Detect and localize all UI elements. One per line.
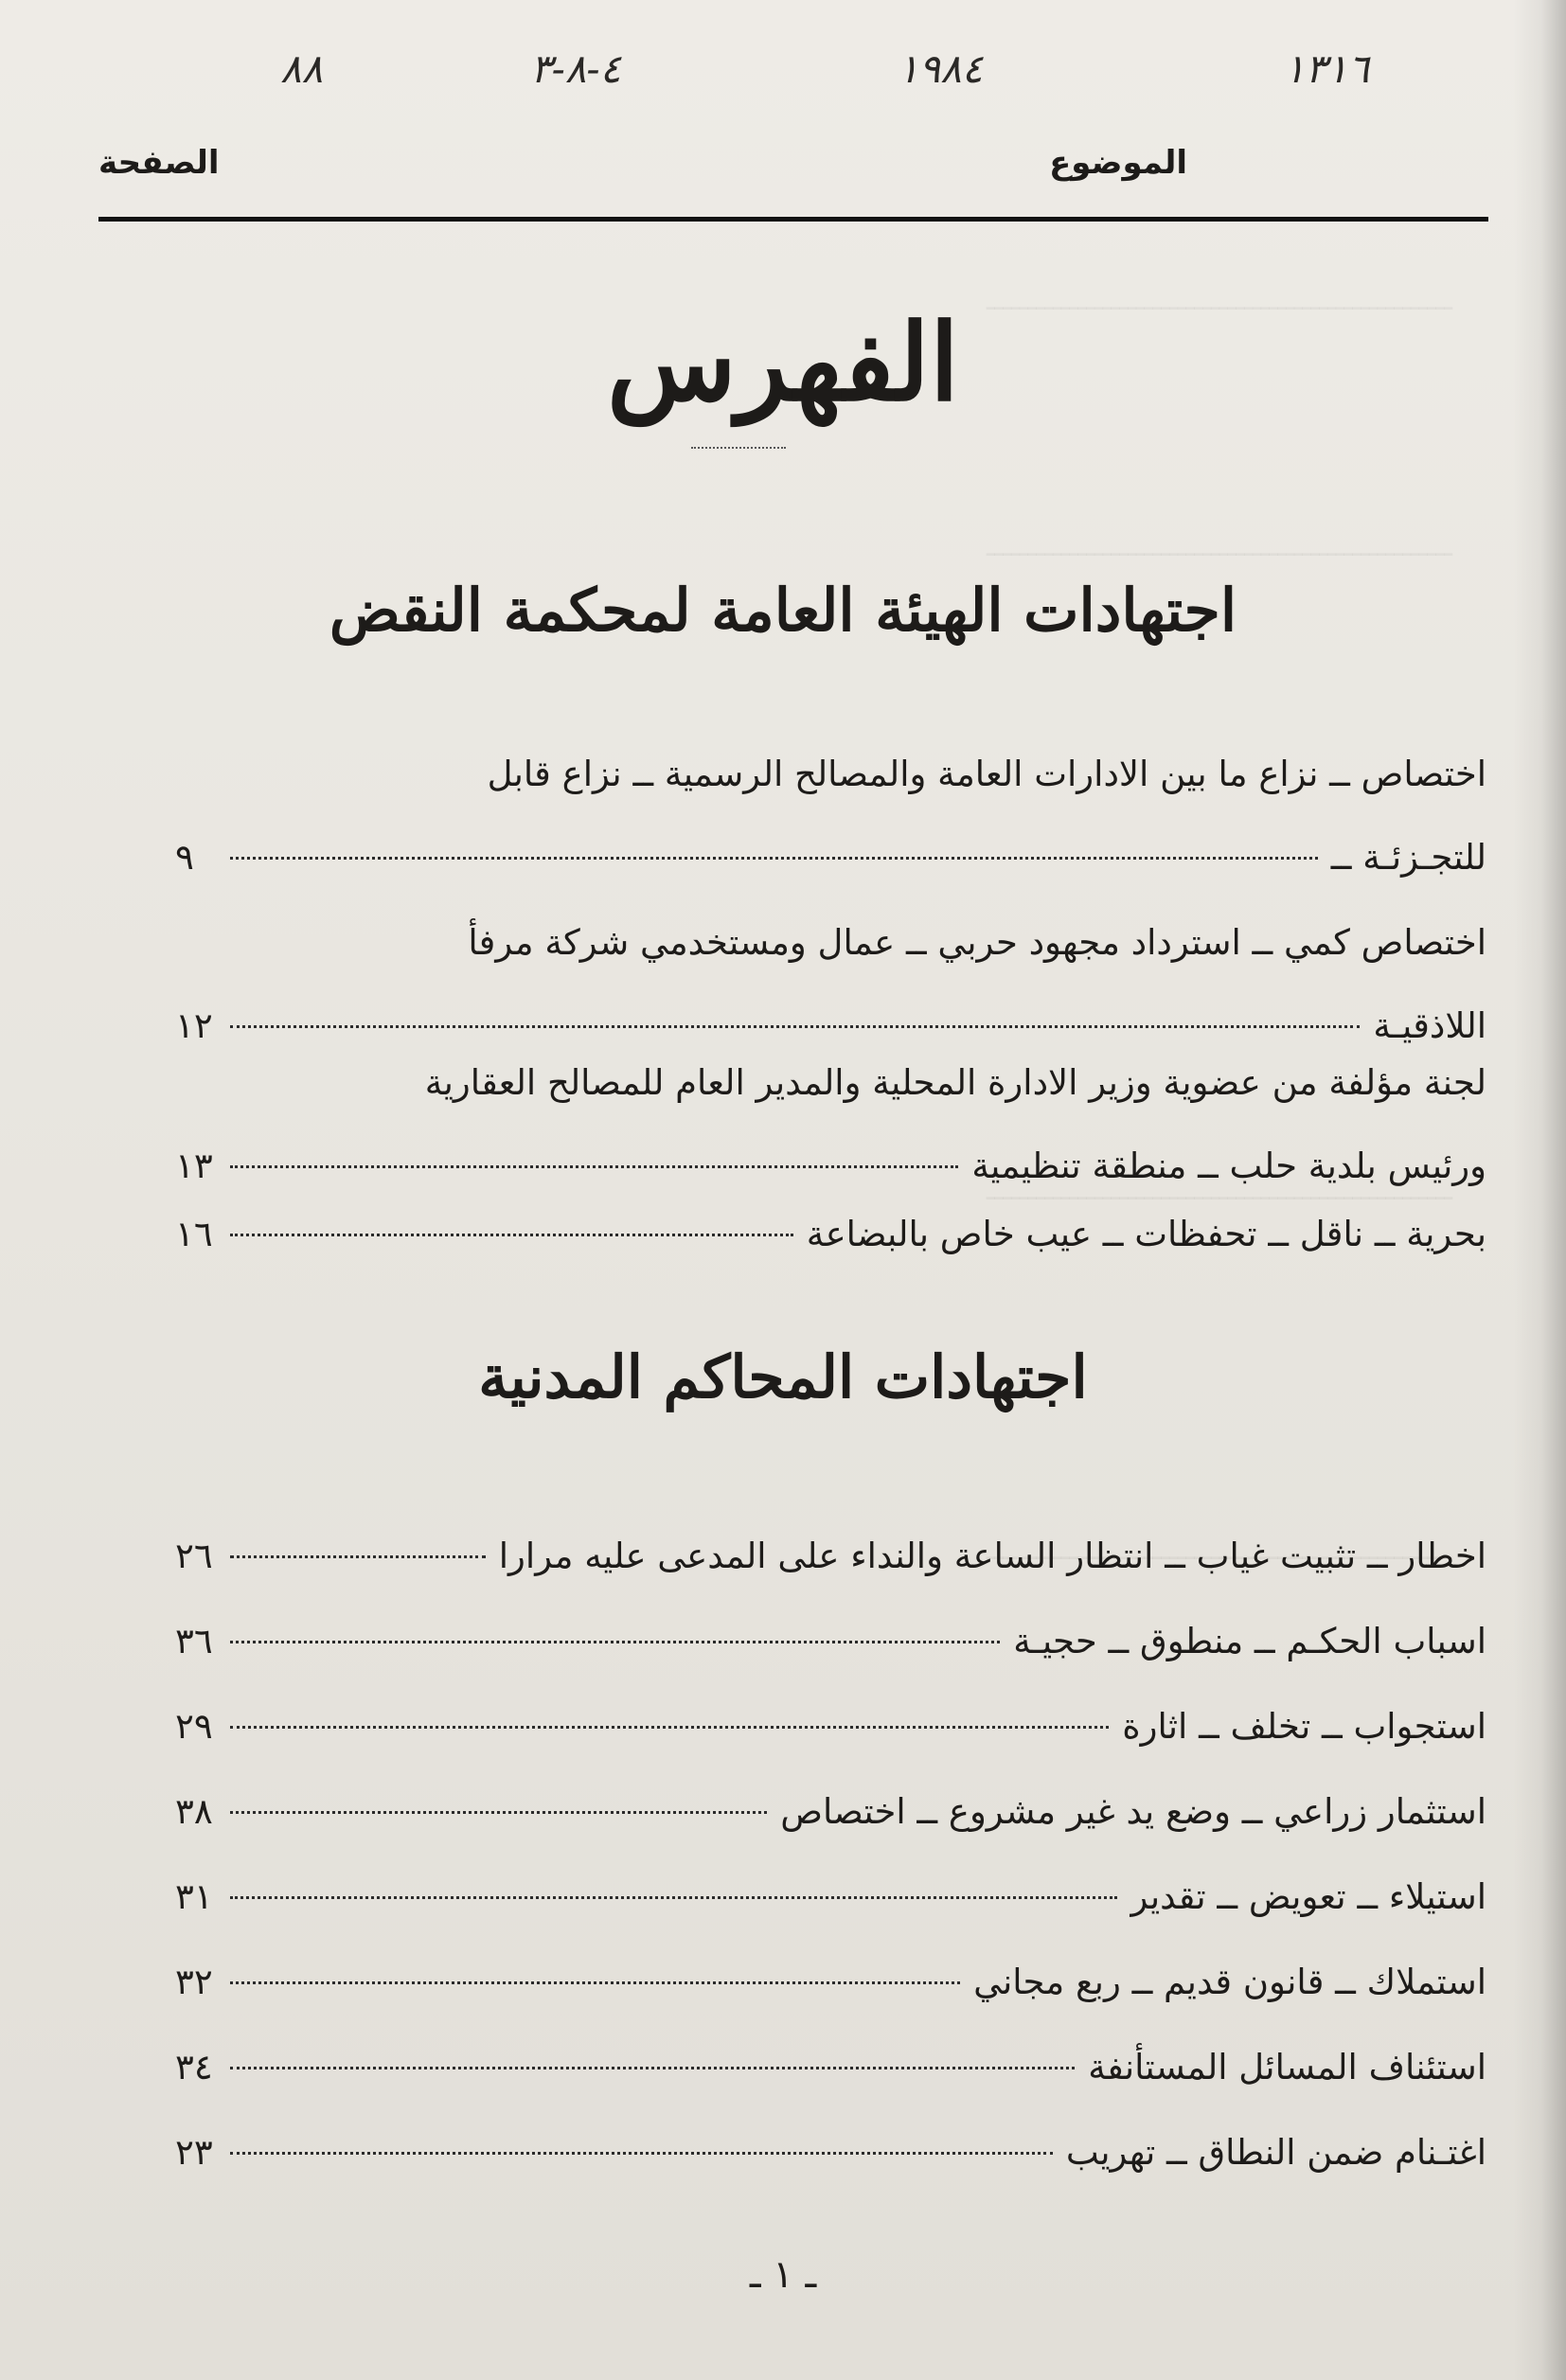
entry-page: ٣٨ <box>175 1791 213 1832</box>
dot-leader <box>230 1165 958 1168</box>
dot-leader <box>230 1981 960 1984</box>
index-entry <box>175 1856 1486 1939</box>
entry-text: اخطار ــ تثبيت غياب ــ انتظار الساعة والنداء على المدعى عليه مرارا <box>498 1536 1486 1576</box>
dot-leader <box>230 1555 486 1558</box>
entry-page: ١٣ <box>175 1146 213 1186</box>
entry-page: ٩ <box>175 837 194 878</box>
entry-text: استيلاء ــ تعويض ــ تقدير <box>1130 1876 1486 1917</box>
entry-text: ورئيس بلدية حلب ــ منطقة تنظيمية <box>971 1146 1486 1186</box>
entry-page: ٣٦ <box>175 1621 213 1661</box>
handwritten-date: ٤-٨-٣ <box>530 45 622 92</box>
entry-text: استثمار زراعي ــ وضع يد غير مشروع ــ اختصاص <box>780 1791 1486 1832</box>
entry-page: ١٦ <box>175 1214 213 1254</box>
dot-leader <box>230 2152 1053 2155</box>
section-title-cassation: اجتهادات الهيئة العامة لمحكمة النقض <box>329 576 1237 645</box>
bleed-through-text <box>987 530 1452 563</box>
index-entry <box>175 1600 1486 1683</box>
entry-page: ٢٦ <box>175 1536 213 1576</box>
dot-leader <box>230 1726 1109 1729</box>
dot-leader <box>230 1025 1360 1028</box>
entry-page: ٢٩ <box>175 1706 213 1747</box>
index-title: الفهرس <box>606 301 960 425</box>
handwritten-number-left: ٨٨ <box>280 45 324 92</box>
entry-page: ٣٤ <box>175 2047 213 2087</box>
dot-leader <box>230 1641 1000 1643</box>
index-entry <box>175 1685 1486 1768</box>
dot-leader <box>230 1896 1117 1899</box>
dot-leader <box>230 857 1318 860</box>
index-entry <box>175 1193 1486 1276</box>
dot-leader <box>230 1234 793 1236</box>
entry-page: ٣١ <box>175 1876 213 1917</box>
dot-leader <box>230 2067 1075 2069</box>
entry-text: بحرية ــ ناقل ــ تحفظات ــ عيب خاص بالبضاعة <box>806 1214 1486 1254</box>
index-entry <box>175 1515 1486 1598</box>
title-ornament <box>691 447 786 449</box>
entry-text: استجواب ــ تخلف ــ اثارة <box>1122 1706 1486 1747</box>
page-column-header: الصفحة <box>98 144 220 182</box>
entry-text: استئناف المسائل المستأنفة <box>1088 2047 1486 2087</box>
entry-text: لجنة مؤلفة من عضوية وزير الادارة المحلية والمدير العام للمصالح العقارية <box>424 1062 1486 1103</box>
index-entry <box>175 1770 1486 1854</box>
index-entry <box>175 2026 1486 2109</box>
entry-text: اختصاص كمي ــ استرداد مجهود حربي ــ عمال ومستخدمي شركة مرفأ <box>468 922 1486 963</box>
index-entry <box>175 733 1486 899</box>
entry-text: للتجـزئـة ــ <box>1330 837 1486 878</box>
subject-column-header: الموضوع <box>1049 144 1187 182</box>
entry-text: اسباب الحكـم ــ منطوق ــ حجيـة <box>1013 1621 1486 1661</box>
entry-page: ٢٣ <box>175 2132 213 2173</box>
entry-page: ٣٢ <box>175 1962 213 2002</box>
entry-text: اختصاص ــ نزاع ما بين الادارات العامة والمصالح الرسمية ــ نزاع قابل <box>487 754 1486 794</box>
entry-text: اللاذقيـة <box>1373 1005 1486 1046</box>
index-entry <box>175 1941 1486 2024</box>
page-number: ـ ١ ـ <box>749 2253 817 2297</box>
index-entry <box>175 2111 1486 2194</box>
section-title-civil-courts: اجتهادات المحاكم المدنية <box>478 1342 1088 1412</box>
dot-leader <box>230 1811 767 1814</box>
handwritten-year: ١٩٨٤ <box>898 45 984 92</box>
entry-text: استملاك ــ قانون قديم ــ ربع مجاني <box>973 1962 1486 2002</box>
index-entry <box>175 1041 1486 1208</box>
entry-text: اغتـنام ضمن النطاق ــ تهريب <box>1065 2132 1486 2173</box>
handwritten-reference: ١٣١٦ <box>1284 45 1370 92</box>
header-rule <box>98 217 1488 222</box>
entry-page: ١٢ <box>175 1005 213 1046</box>
